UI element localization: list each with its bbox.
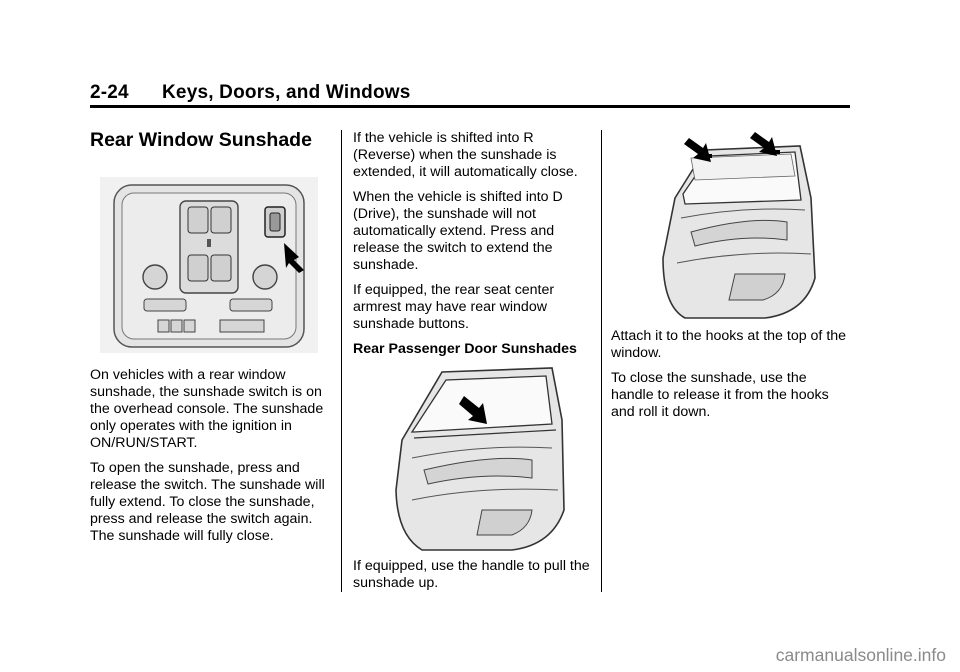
section-title: Rear Window Sunshade bbox=[90, 129, 312, 151]
console-text bbox=[90, 367, 335, 553]
paragraph: If the vehicle is shifted into R (Reverse) when the sunshade is extended, it will automatically close. bbox=[353, 130, 578, 180]
door-caption bbox=[353, 558, 593, 600]
watermark: carmanualsonline.info bbox=[775, 645, 946, 665]
column-divider bbox=[341, 130, 342, 592]
subheading: Rear Passenger Door Sunshades bbox=[353, 341, 577, 357]
chapter-title: Keys, Doors, and Windows bbox=[162, 82, 411, 103]
column-divider bbox=[601, 130, 602, 592]
paragraph: To open the sunshade, press and release the switch. The sunshade will fully extend. To close the sunshade, press and release the switch again. The sunshade will fully close. bbox=[90, 460, 325, 544]
header-rule bbox=[90, 105, 850, 108]
rear-door-sunshade-illustration bbox=[382, 360, 582, 554]
paragraph: If equipped, use the handle to pull the sunshade up. bbox=[353, 558, 590, 591]
column-3-text bbox=[611, 328, 851, 429]
paragraph: To close the sunshade, use the handle to release it from the hooks and roll it down. bbox=[611, 370, 829, 420]
paragraph: If equipped, the rear seat center armrest may have rear window sunshade buttons. bbox=[353, 282, 555, 332]
paragraph: When the vehicle is shifted into D (Drive), the sunshade will not automatically extend. Press and release the switch to extend the sunshade. bbox=[353, 189, 563, 273]
running-header bbox=[90, 82, 411, 104]
rear-door-hooks-illustration bbox=[655, 128, 829, 322]
column-1 bbox=[90, 130, 330, 149]
hook-arrow-icon bbox=[684, 138, 711, 162]
page-number: 2-24 bbox=[90, 82, 129, 103]
paragraph: Attach it to the hooks at the top of the window. bbox=[611, 328, 847, 361]
overhead-console-illustration bbox=[100, 177, 318, 353]
paragraph: On vehicles with a rear window sunshade, the sunshade switch is on the overhead console. The sunshade only operates with the ignition in ON/RUN/START. bbox=[90, 367, 324, 451]
column-2 bbox=[353, 130, 593, 366]
